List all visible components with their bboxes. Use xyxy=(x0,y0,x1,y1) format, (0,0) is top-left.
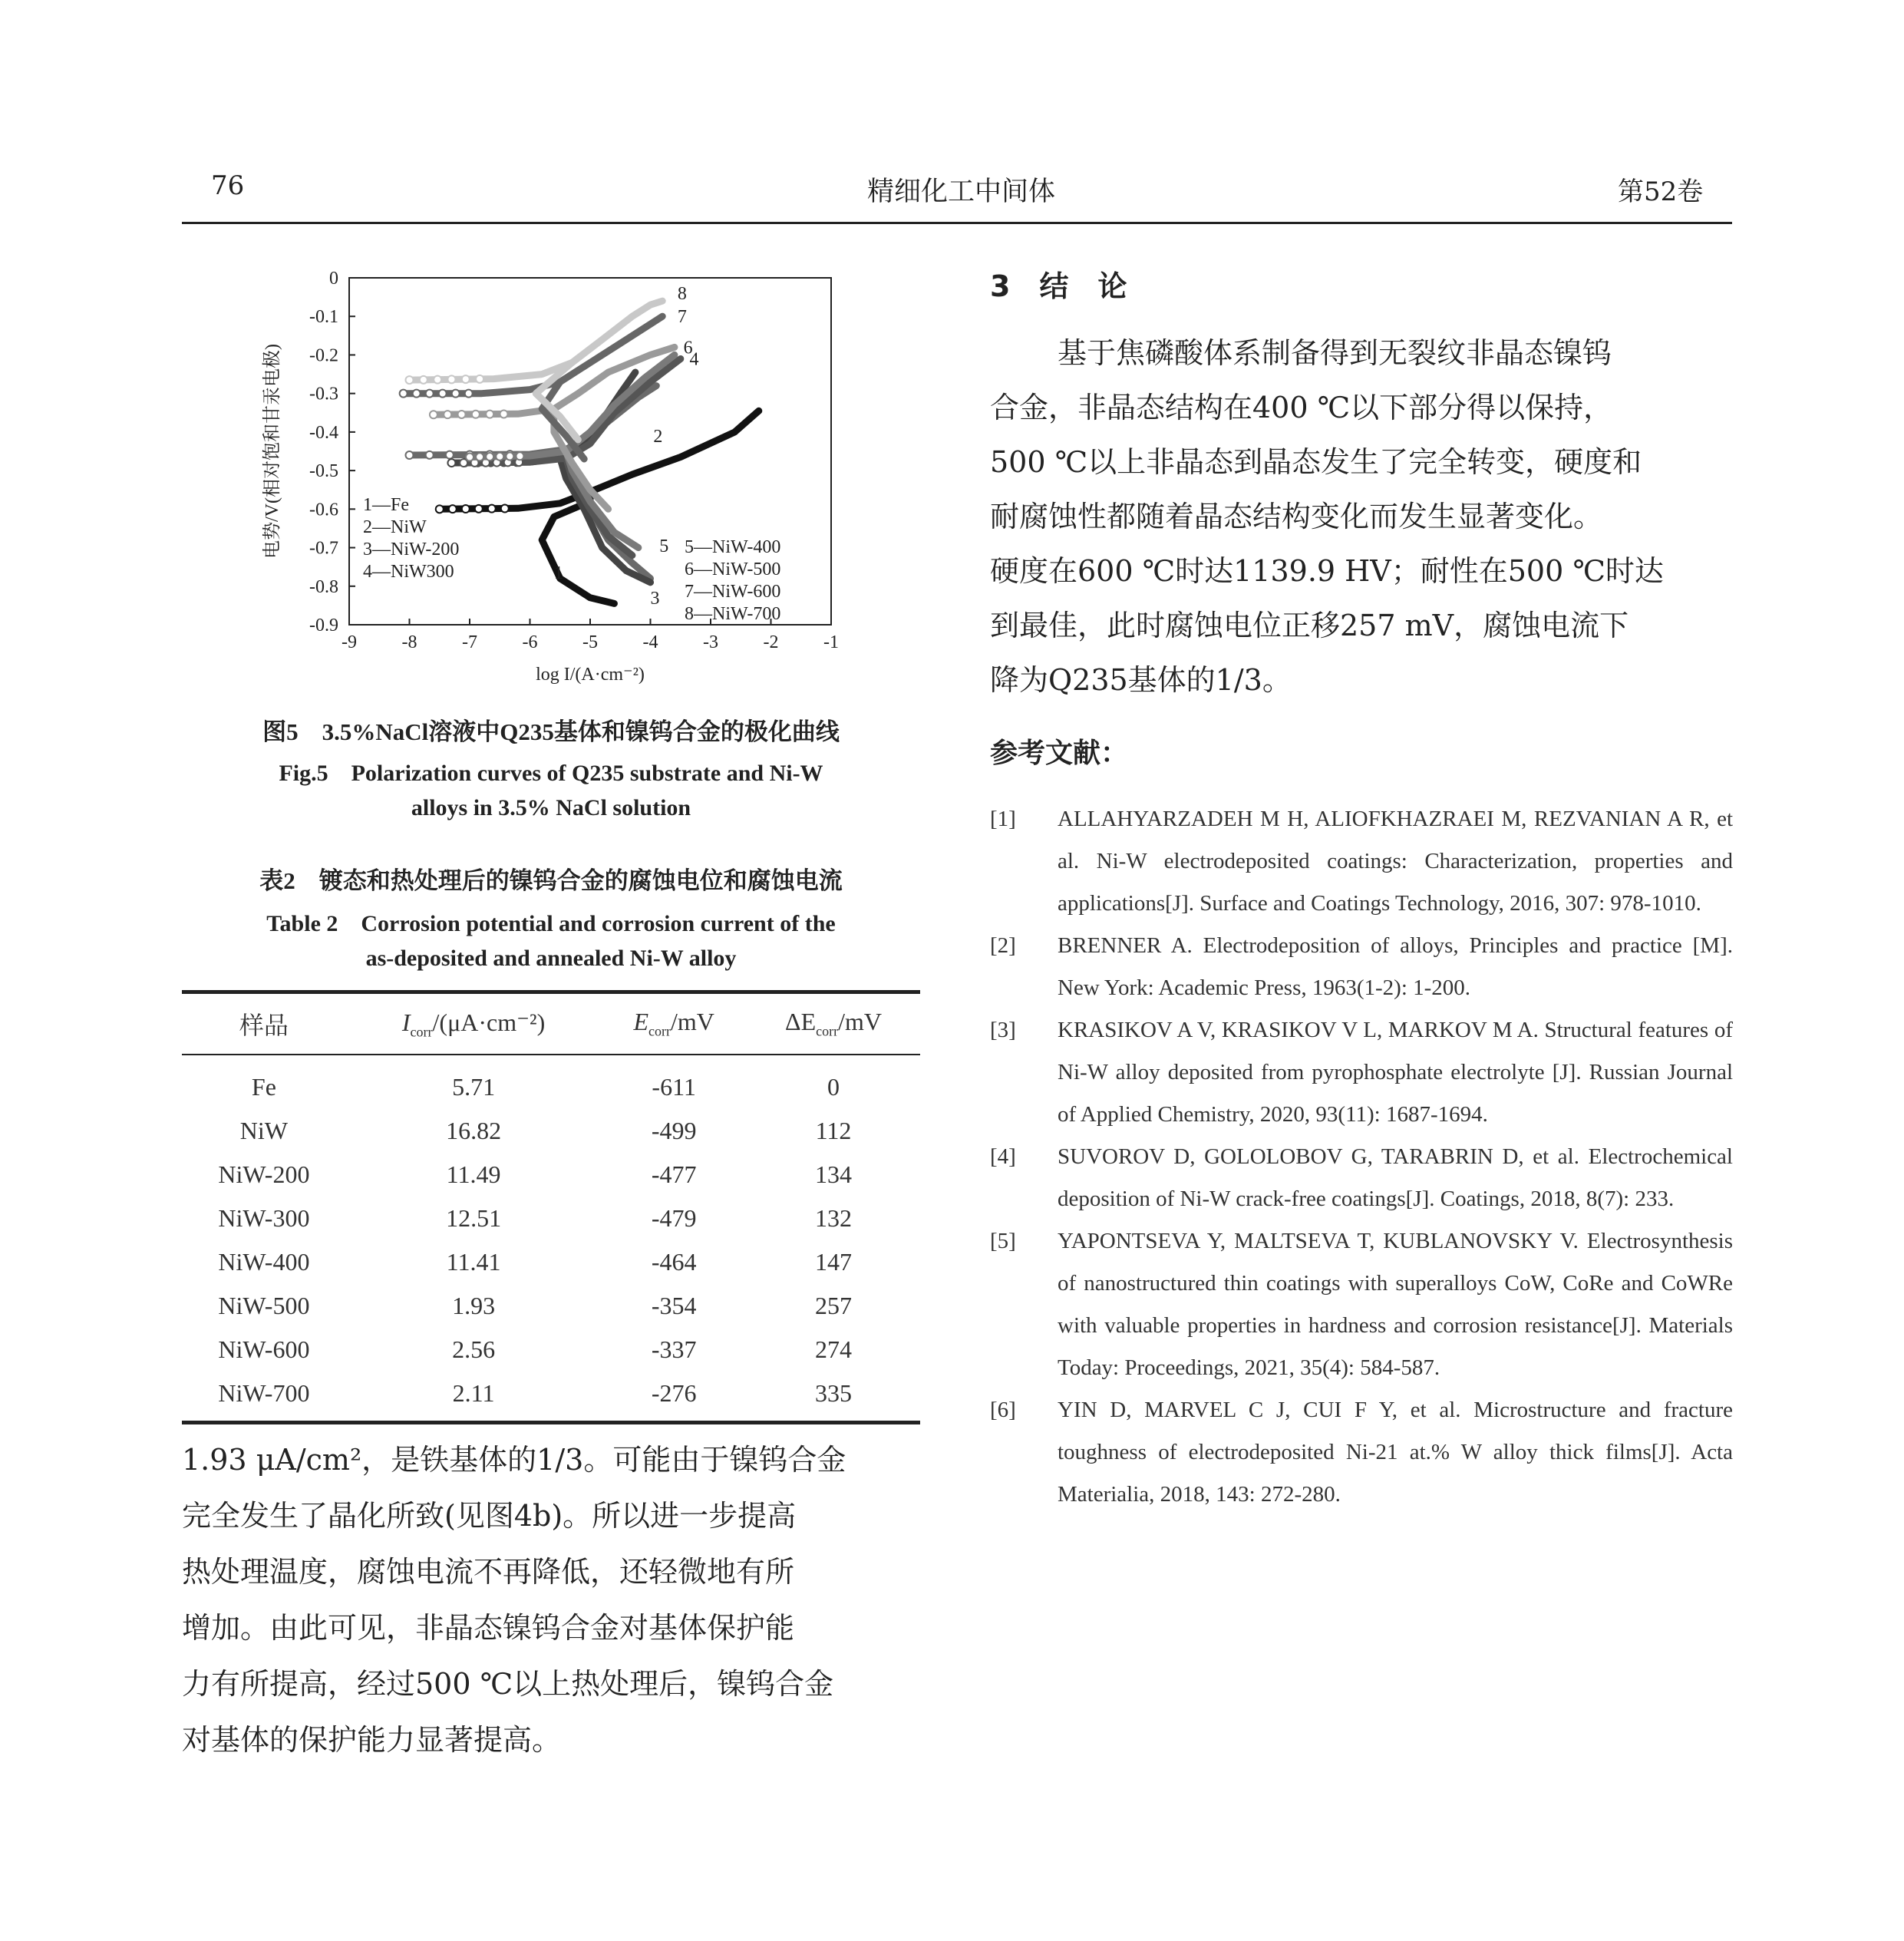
figure-caption-cn: 图5 3.5%NaCl溶液中Q235基体和镍钨合金的极化曲线 xyxy=(262,718,840,745)
section-heading-conclusion: 3 结 论 xyxy=(990,269,1127,303)
x-tick-label: -7 xyxy=(462,632,477,652)
x-tick-label: -3 xyxy=(703,632,718,652)
series-7-marker xyxy=(452,390,460,398)
polarization-chart xyxy=(253,261,867,721)
y-tick-label: -0.9 xyxy=(309,616,338,635)
x-tick-label: -2 xyxy=(763,632,779,652)
series-5-marker xyxy=(496,453,503,460)
header-sample: 样品 xyxy=(182,992,346,1055)
table-row: NiW-400 11.41 -464 147 xyxy=(218,1248,852,1276)
series-1-marker xyxy=(436,505,444,513)
x-tick-label: -5 xyxy=(582,632,598,652)
x-tick-label: -4 xyxy=(642,632,658,652)
table-row: NiW-600 2.56 -337 274 xyxy=(218,1335,852,1363)
volume-label: 第52卷 xyxy=(1618,177,1704,207)
y-tick-label: -0.3 xyxy=(309,384,338,404)
series-6-marker xyxy=(486,411,493,418)
series-6-marker xyxy=(458,411,466,418)
reference-list xyxy=(990,798,1733,1516)
series-5-marker xyxy=(516,452,523,460)
series-7-marker xyxy=(465,390,473,398)
y-tick-label: 0 xyxy=(329,269,338,289)
journal-title: 精细化工中间体 xyxy=(867,177,1056,207)
header-icorr: $I_{corr}/(\mu A\cdot cm^{-2})$ xyxy=(346,992,602,1055)
y-tick-label: -0.1 xyxy=(309,307,338,328)
series-6-marker xyxy=(430,411,437,418)
legend-item: 8—NiW-700 xyxy=(685,604,781,624)
series-2-marker xyxy=(446,451,454,459)
reference-item: [1] ALLAHYARZADEH M H, ALIOFKHAZRAEI M, REZVANIAN A R, et al. Ni-W electrodeposited coatings: Characterization, properties and applications[J]. Surface and Coatings Technology, 2016, 307: 978-1010. xyxy=(990,807,1733,916)
header-ecorr: $E_{corr}/mV$ xyxy=(601,992,747,1055)
x-tick-label: -8 xyxy=(401,632,417,652)
x-tick-label: -6 xyxy=(522,632,538,652)
curve-number-label: 8 xyxy=(677,284,687,305)
table-row: NiW-200 11.49 -477 134 xyxy=(218,1160,852,1188)
references-heading: 参考文献： xyxy=(990,738,1129,769)
series-6-marker xyxy=(444,411,451,418)
y-tick-label: -0.8 xyxy=(309,576,338,597)
series-7-marker xyxy=(426,390,434,398)
reference-item: [3] KRASIKOV A V, KRASIKOV V L, MARKOV M A. Structural features of Ni-W alloy deposited from pyrophosphate electrolyte [J]. Russian Journal of Applied Chemistry, 2020, 93(11): 1687-1694. xyxy=(990,1018,1733,1127)
curve-number-label: 2 xyxy=(653,426,663,447)
curve-number-label: 4 xyxy=(689,349,699,370)
legend-item: 3—NiW-200 xyxy=(363,540,460,560)
reference-item: [2] BRENNER A. Electrodeposition of alloys, Principles and practice [M]. New York: Academic Press, 1963(1-2): 1-200. xyxy=(990,933,1733,1000)
y-tick-label: -0.4 xyxy=(309,422,338,443)
curve-number-label: 3 xyxy=(650,588,660,609)
series-6-marker xyxy=(472,411,480,418)
x-tick-label: -1 xyxy=(823,632,839,652)
header-delta-ecorr: $\Delta E_{corr}/mV$ xyxy=(747,992,920,1055)
table-header-row xyxy=(182,992,920,1055)
table-title-cn: 表2 镀态和热处理后的镍钨合金的腐蚀电位和腐蚀电流 xyxy=(259,867,843,894)
legend-item: 1—Fe xyxy=(363,495,409,515)
table-row: NiW-500 1.93 -354 257 xyxy=(218,1292,852,1319)
series-8-marker xyxy=(462,375,470,383)
legend-item: 6—NiW-500 xyxy=(685,560,781,579)
legend-item: 2—NiW xyxy=(363,517,427,537)
series-5-marker xyxy=(506,453,513,460)
conclusion-paragraph: 基于焦磷酸体系制备得到无裂纹非晶态镍钨 合金，非晶态结构在400 ℃以下部分得以保持， 500 ℃以上非晶态到晶态发生了完全转变，硬度和 耐腐蚀性都随着晶态结构变化而发生显著变化。 硬度在600 ℃时达1139.9 HV；耐性在500 ℃时达 到最佳，此时腐蚀电位正移257 mV，腐蚀电流下 降为Q235基体的1/3。 xyxy=(990,336,1664,697)
x-tick-label: -9 xyxy=(342,632,357,652)
curve-number-label: 1 xyxy=(553,563,563,584)
series-8-marker xyxy=(406,376,414,384)
series-5-marker xyxy=(476,453,483,460)
series-8-marker xyxy=(434,376,441,384)
page-number: 76 xyxy=(211,170,245,201)
series-8-marker xyxy=(420,376,427,384)
table-row: Fe 5.71 -611 0 xyxy=(251,1073,840,1101)
series-1-marker xyxy=(501,504,509,512)
table-row: NiW 16.82 -499 112 xyxy=(239,1117,852,1144)
legend-item: 4—NiW300 xyxy=(363,562,454,582)
y-tick-label: -0.5 xyxy=(309,461,338,482)
figure-caption-en-1: Fig.5 Polarization curves of Q235 substrate and Ni-W xyxy=(279,761,823,786)
legend-item: 7—NiW-600 xyxy=(685,582,781,602)
series-5-marker xyxy=(466,454,474,461)
y-tick-label: -0.2 xyxy=(309,345,338,366)
table-row: NiW-300 12.51 -479 132 xyxy=(218,1204,852,1232)
curve-number-label: 6 xyxy=(683,338,693,358)
header-rule xyxy=(182,222,1732,224)
table-row: NiW-700 2.11 -276 335 xyxy=(218,1379,852,1407)
series-7-marker xyxy=(400,390,408,398)
series-1-marker xyxy=(475,505,483,513)
series-8 xyxy=(406,301,663,440)
legend-item: 5—NiW-400 xyxy=(685,537,781,557)
series-7-marker xyxy=(413,390,421,398)
series-7-marker xyxy=(439,390,447,398)
series-1-marker xyxy=(488,505,496,513)
curve-number-label: 7 xyxy=(677,307,687,328)
x-axis-label: log I/(A·cm⁻²) xyxy=(536,665,645,685)
series-5-marker xyxy=(486,453,493,460)
y-tick-label: -0.7 xyxy=(309,538,338,559)
series-2-marker xyxy=(406,451,414,459)
series-8-marker xyxy=(447,375,455,383)
table-title-en-1: Table 2 Corrosion potential and corrosion current of the xyxy=(266,911,836,936)
figure-caption-en-2: alloys in 3.5% NaCl solution xyxy=(411,795,691,820)
series-1-marker xyxy=(462,505,470,513)
series-8-marker xyxy=(476,375,483,383)
corrosion-table xyxy=(182,990,920,1424)
table-title-en-2: as-deposited and annealed Ni-W alloy xyxy=(365,946,737,971)
left-body-paragraph: 1.93 μA/cm²，是铁基体的1/3。可能由于镍钨合金 完全发生了晶化所致(见图4b)。所以进一步提高 热处理温度，腐蚀电流不再降低，还轻微地有所 增加。由此可见，非晶态镍钨合金对基体保护能 力有所提高，经过500 ℃以上热处理后，镍钨合金 对基体的保护能力显著提高。 xyxy=(182,1443,846,1757)
reference-item: [5] YAPONTSEVA Y, MALTSEVA T, KUBLANOVSKY V. Electrosynthesis of nanostructured thin coatings with superalloys CoW, CoRe and CoWRe with valuable properties in hardness and corrosion resistance[J]. Materials Today: Proceedings, 2021, 35(4): 584-587. xyxy=(990,1229,1733,1380)
reference-item: [4] SUVOROV D, GOLOLOBOV G, TARABRIN D, et al. Electrochemical deposition of Ni-W crack-free coatings[J]. Coatings, 2018, 8(7): 233. xyxy=(990,1144,1733,1211)
y-axis-label: 电势/V(相对饱和甘汞电极) xyxy=(262,344,282,559)
reference-item: [6] YIN D, MARVEL C J, CUI F Y, et al. Microstructure and fracture toughness of electrodeposited Ni-21 at.% W alloy thick films[J]. Acta Materialia, 2018, 143: 272-280. xyxy=(990,1398,1733,1507)
series-1-marker xyxy=(449,505,457,513)
series-2-marker xyxy=(426,451,434,459)
y-tick-label: -0.6 xyxy=(309,500,338,520)
series-6-marker xyxy=(500,410,507,418)
series-3-marker xyxy=(447,459,455,467)
curve-number-label: 5 xyxy=(659,536,669,557)
